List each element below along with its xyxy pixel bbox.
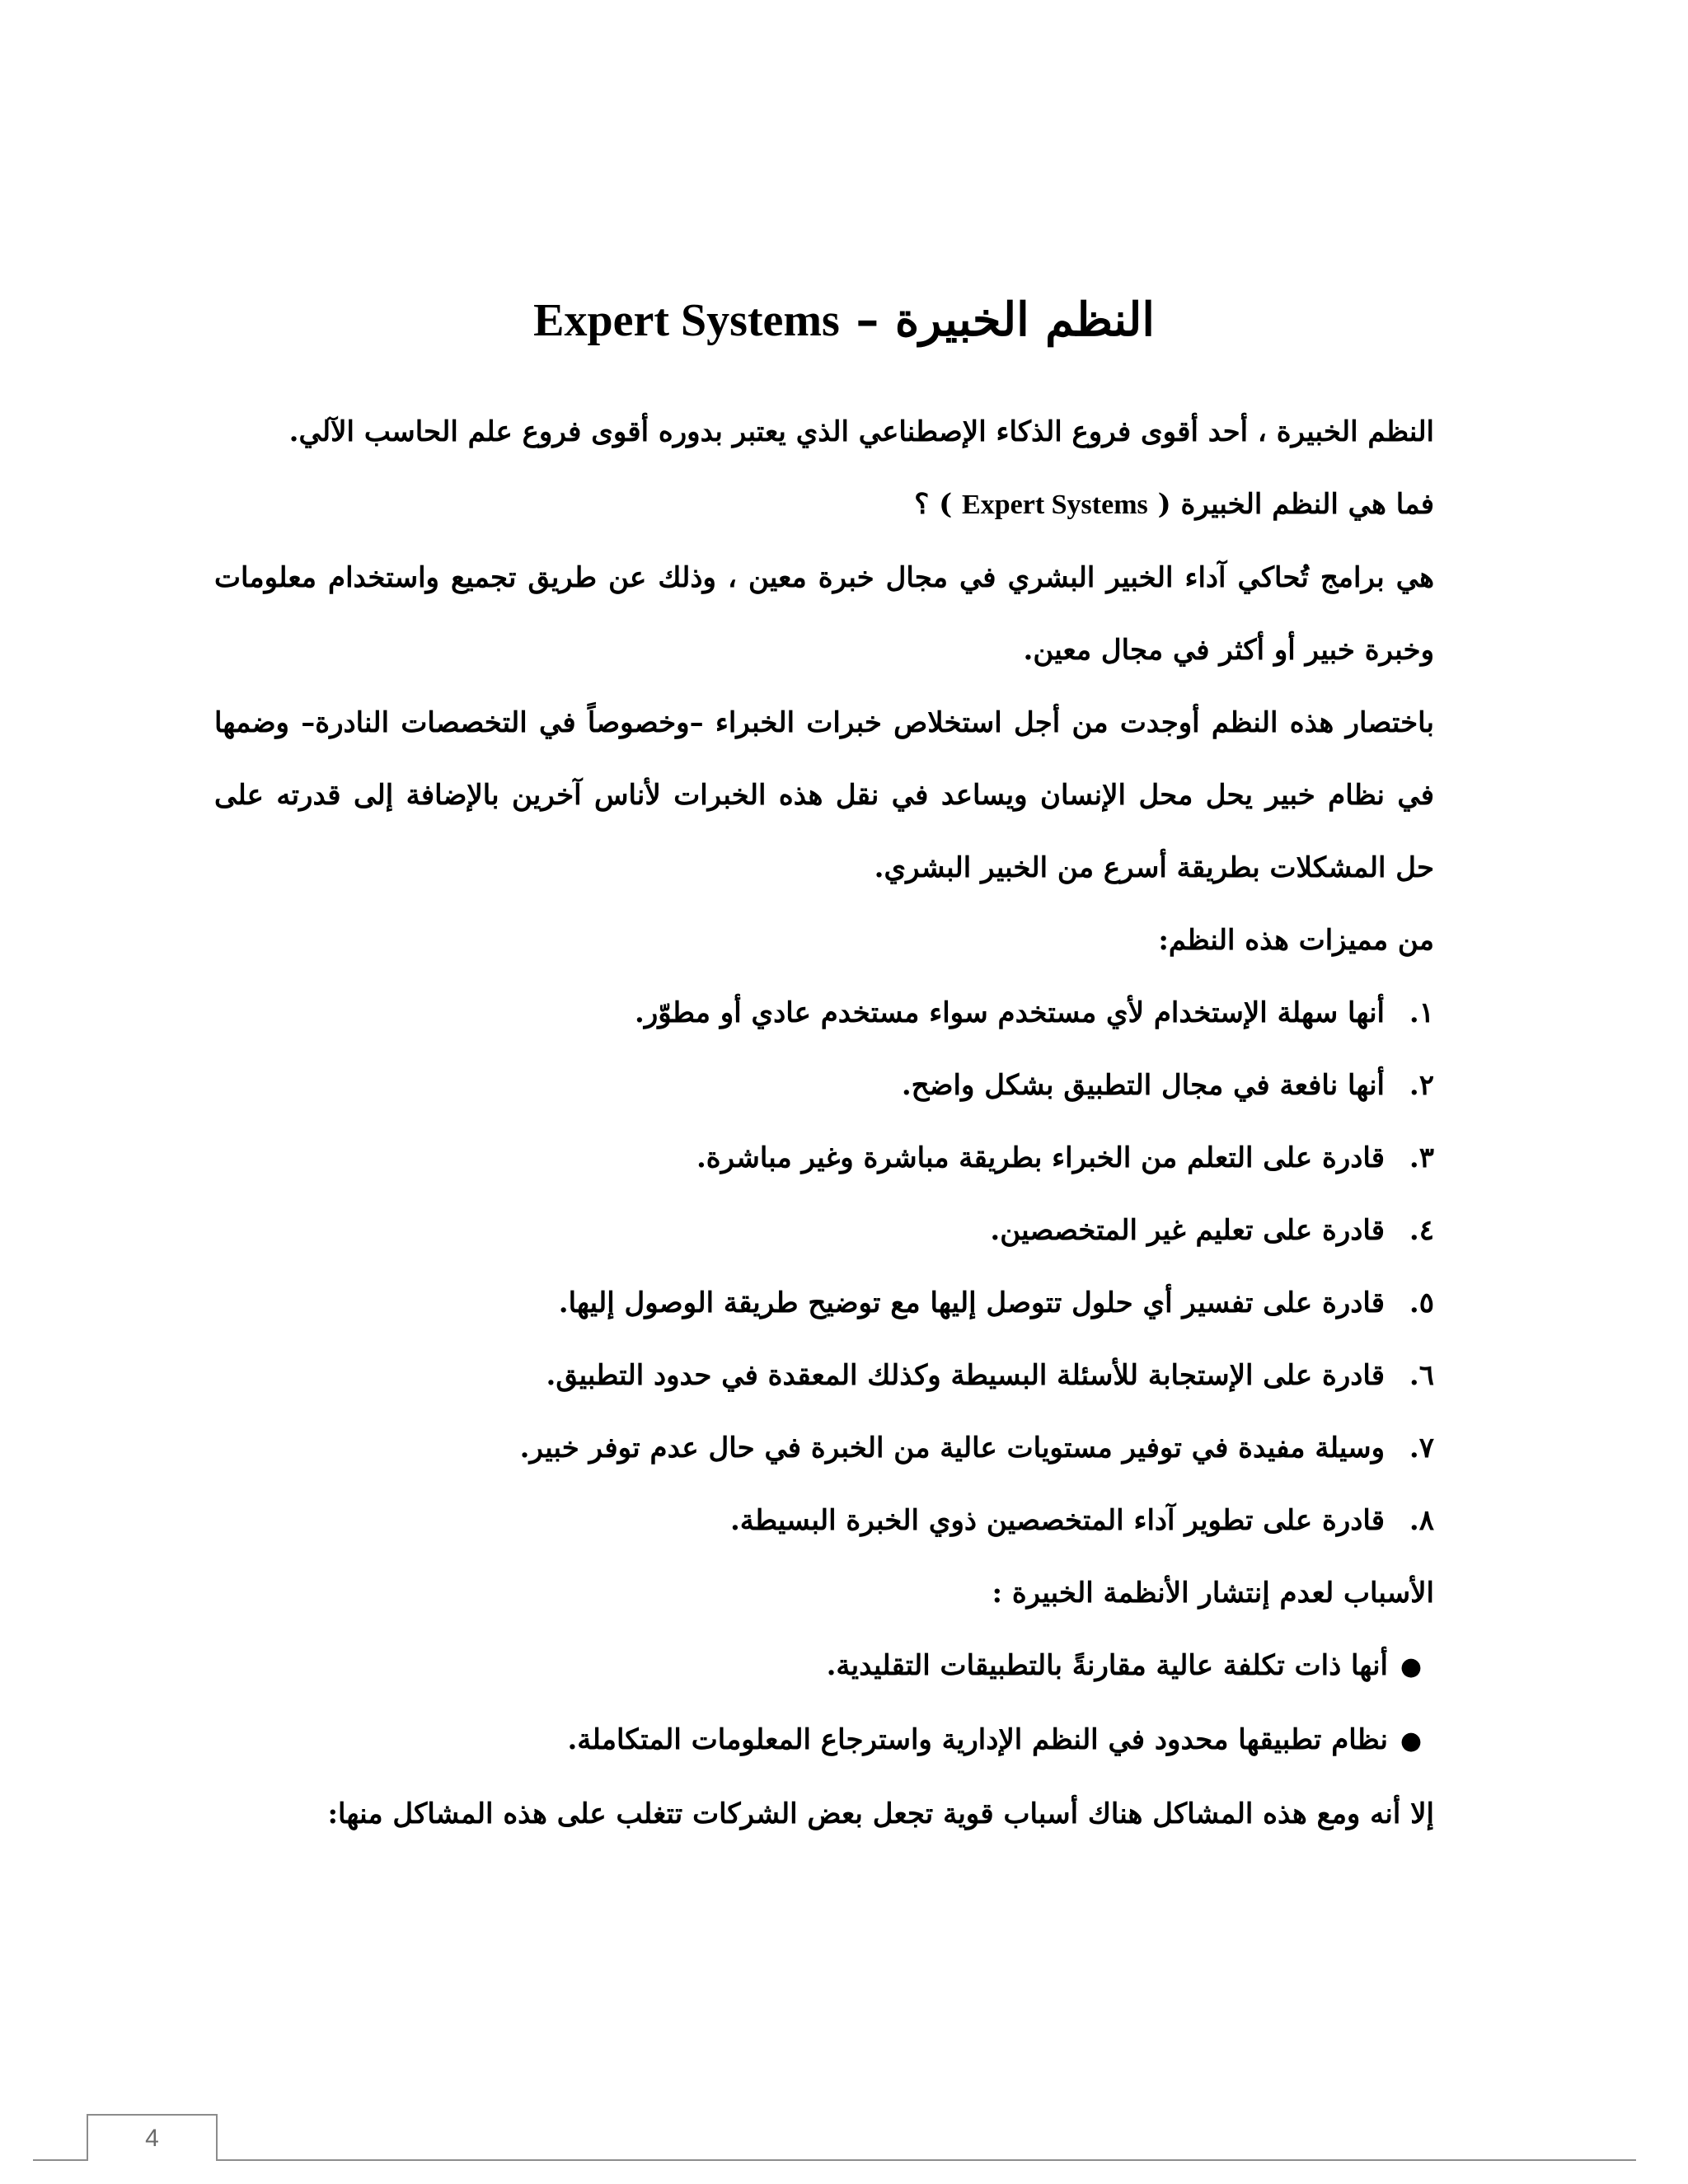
list-item [214, 1629, 1434, 1704]
list-text: قادرة على تطوير آداء المتخصصين ذوي الخبرة البسيطة. [729, 1504, 1385, 1537]
question-after: ) ؟ [914, 488, 953, 521]
reasons-heading: الأسباب لعدم إنتشار الأنظمة الخبيرة : [992, 1577, 1434, 1610]
list-text: أنها ذات تكلفة عالية مقارنةً بالتطبيقات التقليدية. [826, 1649, 1388, 1682]
list-item [214, 977, 1434, 1049]
summary-paragraph: باختصار هذه النظم أوجدت من أجل استخلاص خبرات الخبراء –وخصوصاً في التخصصات النادرة– وضمها في نظام خبير يحل محل الإنسان ويساعد في نقل هذه الخبرات لأناس آخرين بالإضافة إلى قدرته على حل المشكلات بطريقة أسرع من الخبير البشري. [214, 706, 1434, 884]
list-number: ٥. [1409, 1286, 1434, 1319]
list-number: ٨. [1409, 1504, 1434, 1537]
list-text: قادرة على تفسير أي حلول تتوصل إليها مع توضيح طريقة الوصول إليها. [558, 1286, 1385, 1319]
list-text: نظام تطبيقها محدود في النظم الإدارية واسترجاع المعلومات المتكاملة. [567, 1723, 1388, 1756]
list-text: أنها نافعة في مجال التطبيق بشكل واضح. [901, 1069, 1385, 1102]
list-item [214, 1484, 1434, 1557]
list-number: ٤. [1409, 1214, 1434, 1247]
bullet-icon: ● [1400, 1652, 1423, 1681]
list-item [214, 1267, 1434, 1339]
footer-rule [33, 2159, 1636, 2161]
list-text: قادرة على الإستجابة للأسئلة البسيطة وكذلك المعقدة في حدود التطبيق. [546, 1359, 1385, 1392]
reasons-list [214, 1629, 1434, 1778]
features-list [214, 977, 1434, 1557]
list-item [214, 1122, 1434, 1194]
list-number: ٦. [1409, 1359, 1434, 1392]
list-item [214, 1194, 1434, 1267]
list-number: ٢. [1409, 1069, 1434, 1102]
title-english: Expert Systems [533, 295, 840, 346]
features-heading: من مميزات هذه النظم: [1158, 924, 1434, 957]
intro-paragraph: النظم الخبيرة ، أحد أقوى فروع الذكاء الإصطناعي الذي يعتبر بدوره أقوى فروع علم الحاسب الآلي. [288, 415, 1434, 448]
definition-paragraph: هي برامج تُحاكي آداء الخبير البشري في مجال خبرة معين ، وذلك عن طريق تجميع واستخدام معلومات وخبرة خبير أو أكثر في مجال معين. [214, 561, 1434, 667]
list-item [214, 1704, 1434, 1778]
question-english: Expert Systems [962, 490, 1148, 520]
page-title [0, 293, 1688, 347]
list-text: قادرة على التعلم من الخبراء بطريقة مباشرة وغير مباشرة. [696, 1141, 1385, 1174]
list-item [214, 1412, 1434, 1484]
list-text: وسيلة مفيدة في توفير مستويات عالية من الخبرة في حال عدم توفر خبير. [519, 1432, 1385, 1465]
list-item [214, 1339, 1434, 1412]
page-number: 4 [87, 2114, 218, 2161]
title-arabic: النظم الخبيرة – [856, 293, 1155, 347]
question-line [214, 468, 1434, 541]
list-number: ٣. [1409, 1141, 1434, 1174]
list-text: أنها سهلة الإستخدام لأي مستخدم سواء مستخدم عادي أو مطوّر. [635, 996, 1385, 1029]
closing-paragraph: إلا أنه ومع هذه المشاكل هناك أسباب قوية تجعل بعض الشركات تتغلب على هذه المشاكل منها: [327, 1797, 1434, 1830]
list-number: ١. [1409, 996, 1434, 1029]
question-before: فما هي النظم الخبيرة ( [1157, 488, 1434, 521]
list-number: ٧. [1409, 1432, 1434, 1465]
bullet-icon: ● [1400, 1727, 1423, 1755]
document-body [214, 396, 1434, 1850]
list-text: قادرة على تعليم غير المتخصصين. [990, 1214, 1385, 1247]
list-item [214, 1049, 1434, 1122]
